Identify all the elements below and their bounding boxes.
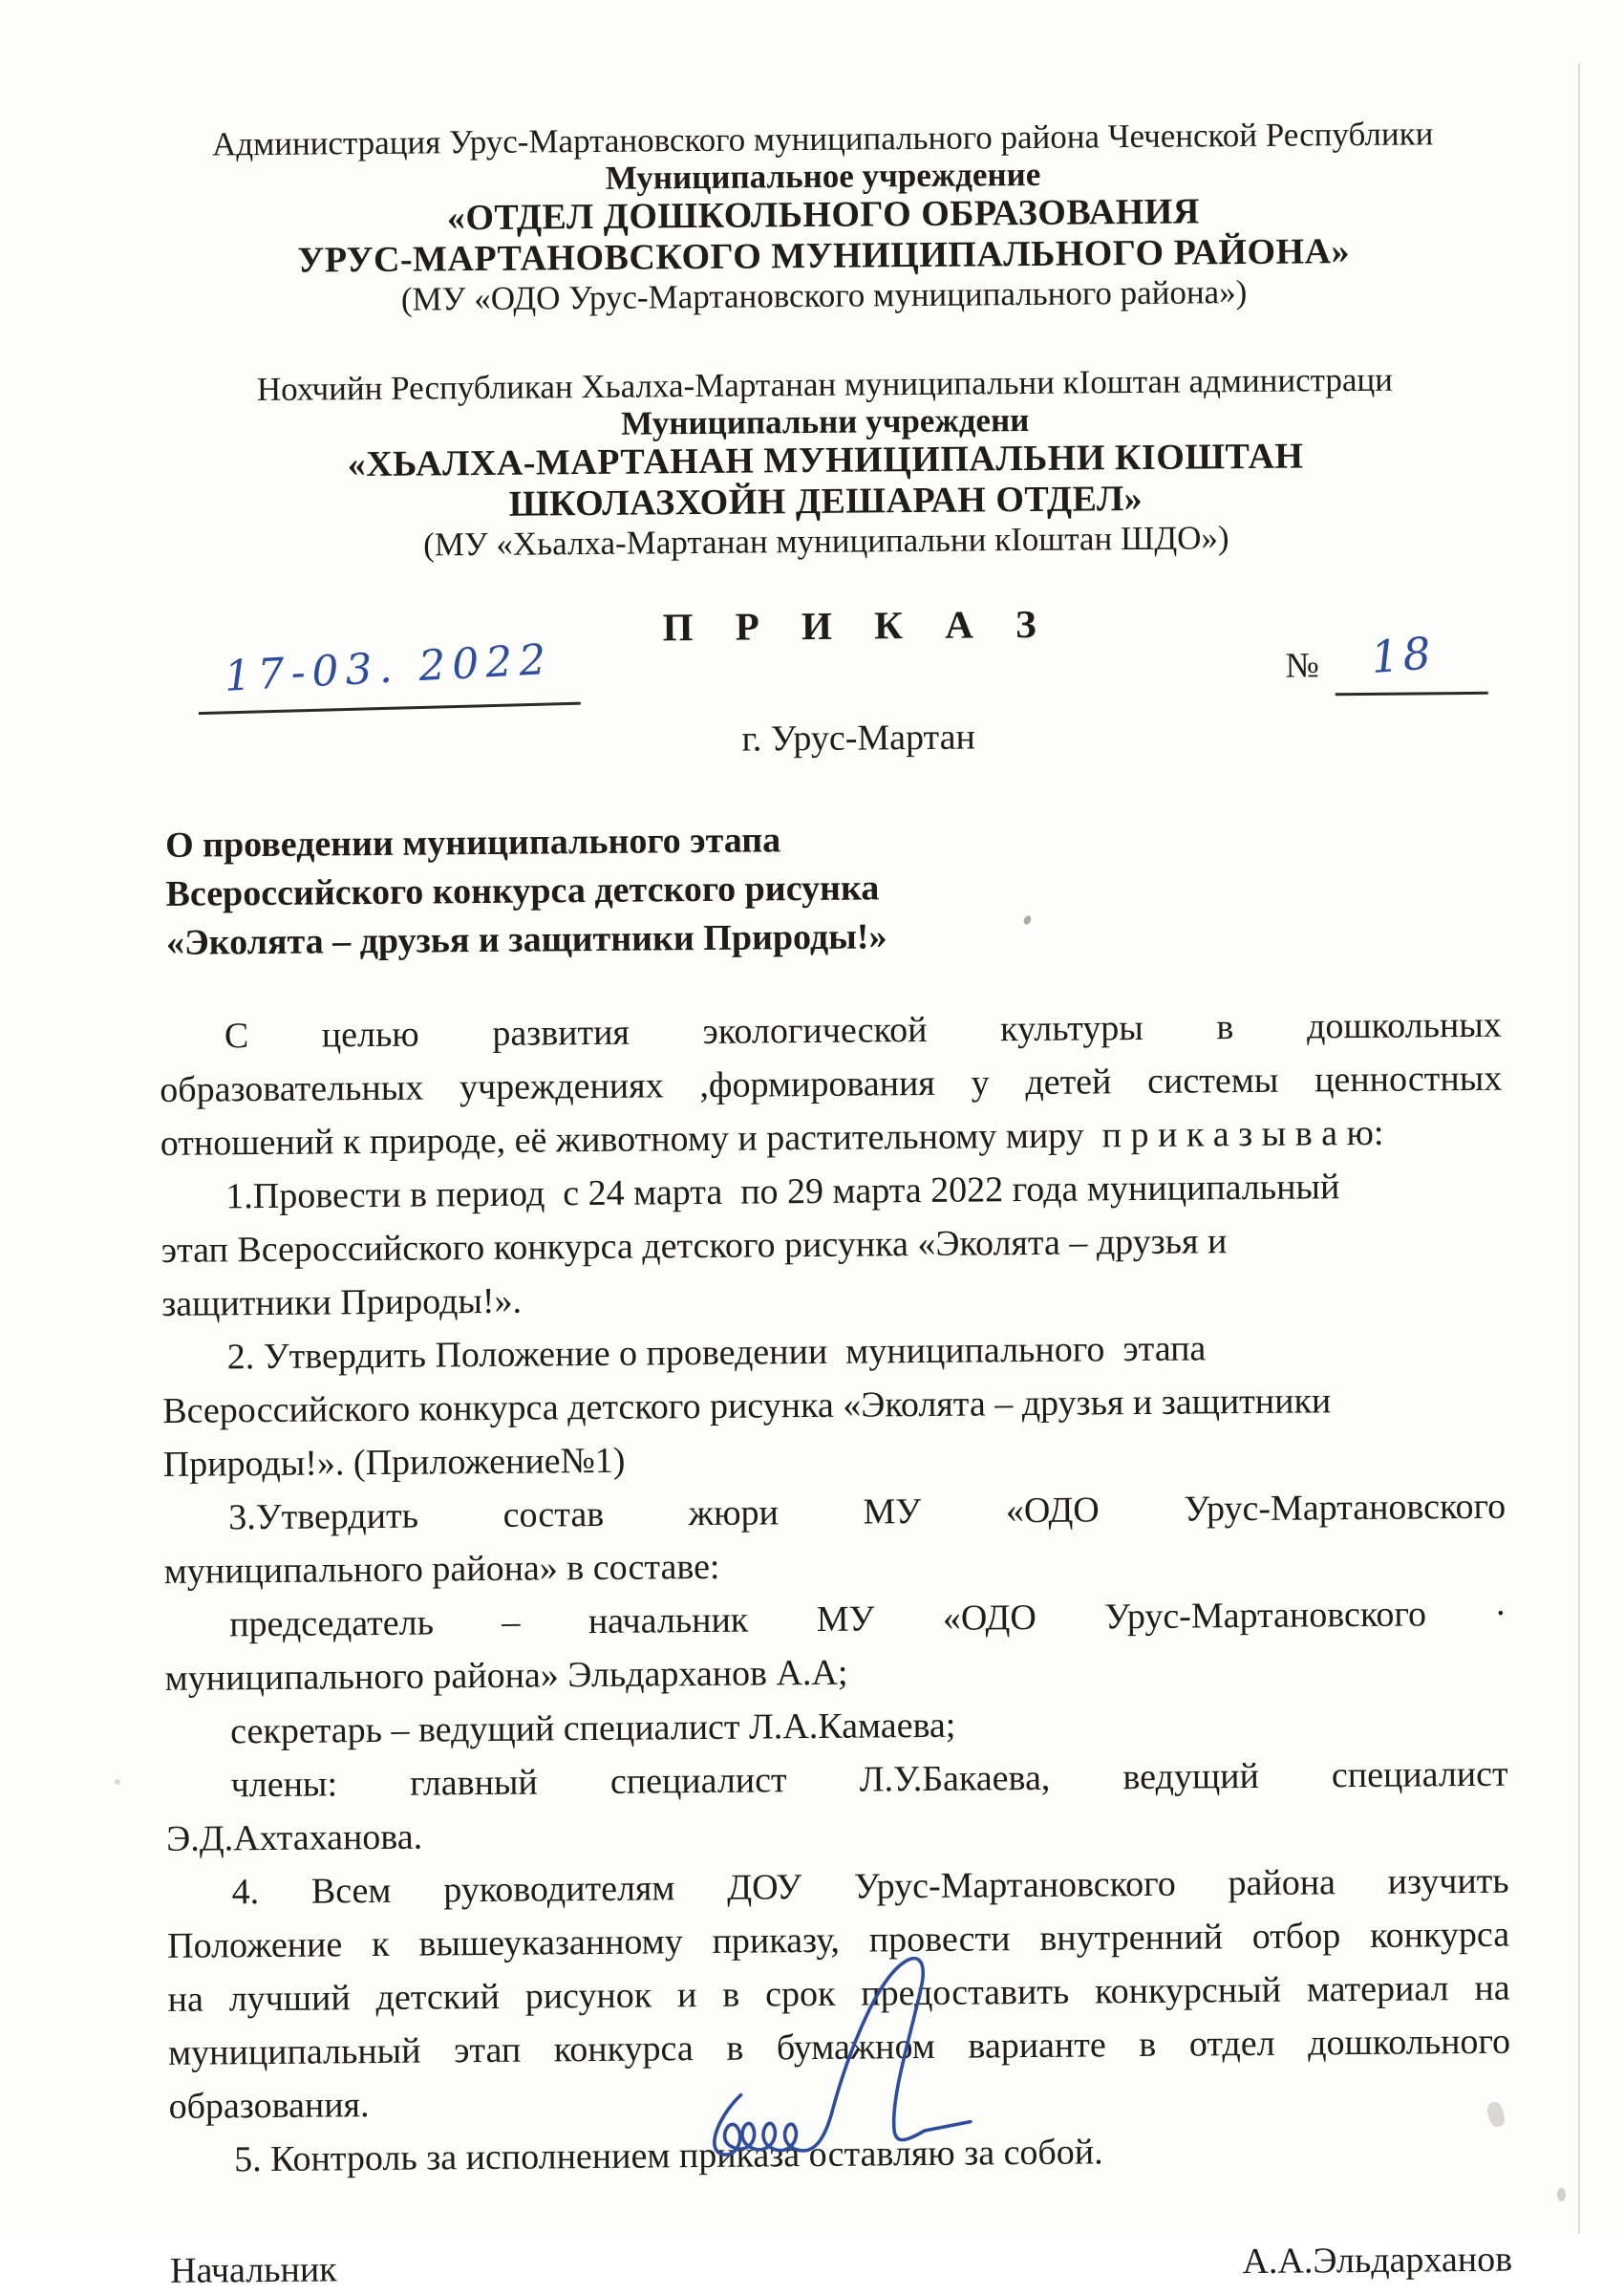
text-line: Природы!». (Приложение№1) bbox=[162, 1440, 626, 1485]
text-line: Всероссийского конкурса детского рисунка «Эколята – друзья и защитники bbox=[162, 1381, 1332, 1431]
order-date bbox=[202, 634, 574, 701]
letterhead-ru-line3: «ОТДЕЛ ДОШКОЛЬНОГО ОБРАЗОВАНИЯ bbox=[446, 191, 1201, 239]
number-sign: № bbox=[1285, 646, 1319, 686]
letterhead-ru-line5: (МУ «ОДО Урус-Мартановского муниципального района») bbox=[400, 272, 1248, 318]
letterhead-ru-line4: УРУС-МАРТАНОВСКОГО МУНИЦИПАЛЬНОГО РАЙОНА» bbox=[297, 231, 1351, 281]
order-title: П Р И К А З bbox=[662, 601, 1053, 650]
subject-line2: Всероссийского конкурса детского рисунка bbox=[165, 868, 880, 914]
signer-position: Начальник bbox=[169, 2249, 337, 2291]
text-line: образовательных учреждениях ,формирования у детей системы ценностных bbox=[160, 1058, 1503, 1110]
letterhead-che-line5: (МУ «Хьалха-Мартанан муниципальни кІоштан ШДО») bbox=[422, 519, 1229, 564]
subject-line1: О проведении муниципального этапа bbox=[164, 820, 781, 866]
number-underline bbox=[1336, 692, 1488, 696]
text-line: защитники Природы!». bbox=[161, 1280, 523, 1324]
signer-name: А.А.Эльдарханов bbox=[1242, 2239, 1513, 2283]
text-line: муниципального района» в составе: bbox=[163, 1546, 720, 1592]
order-number bbox=[1285, 627, 1488, 703]
order-paragraph bbox=[160, 1159, 1504, 1331]
letterhead-che-line4: ШКОЛАЗХОЙН ДЕШАРАН ОТДЕЛ» bbox=[508, 478, 1143, 525]
text-line: Э.Д.Ахтаханова. bbox=[165, 1816, 423, 1859]
signature-handwriting-icon bbox=[665, 1947, 1020, 2179]
order-paragraph bbox=[165, 1748, 1508, 1866]
order-paragraph bbox=[163, 1480, 1506, 1598]
text-line: образования. bbox=[168, 2085, 370, 2127]
text-line: отношений к природе, её животному и растительному миру п р и к а з ы в а ю: bbox=[160, 1112, 1384, 1164]
date-underline bbox=[199, 702, 581, 715]
letterhead-russian bbox=[152, 115, 1496, 320]
text-line: секретарь – ведущий специалист Л.А.Камаева; bbox=[230, 1705, 956, 1752]
text-line: муниципального района» Эльдарханов А.А; bbox=[164, 1652, 848, 1699]
letterhead-che-line3: «ХЬАЛХА-МАРТАНАН МУНИЦИПАЛЬНИ КІОШТАН bbox=[347, 436, 1304, 485]
letterhead-che-line1: Нохчийн Республикан Хьалха-Мартанан муниципальни кІоштан администраци bbox=[256, 360, 1394, 409]
text-line: этап Всероссийского конкурса детского рисунка «Эколята – друзья и bbox=[160, 1221, 1228, 1271]
scan-edge-line bbox=[1578, 63, 1580, 2234]
order-paragraph bbox=[160, 998, 1503, 1170]
letterhead-chechen bbox=[154, 360, 1498, 566]
text-line: 5. Контроль за исполнением приказа оставляю за собой. bbox=[233, 2132, 1103, 2180]
order-paragraph bbox=[162, 1319, 1506, 1491]
text-line: Положение к вышеуказанному приказу, провести внутренний отбор конкурса bbox=[166, 1914, 1510, 1966]
text-line: 2. Утвердить Положение о проведении муниципального этапа bbox=[226, 1328, 1207, 1378]
scan-speck bbox=[1557, 2188, 1566, 2201]
order-city: г. Урус-Мартан bbox=[741, 717, 975, 760]
subject-line3: «Эколята – друзья и защитники Природы!» bbox=[165, 916, 887, 963]
text-line: 4. Всем руководителям ДОУ Урус-Мартановского района изучить bbox=[231, 1860, 1509, 1913]
letterhead-ru-line2: Муниципальное учреждение bbox=[605, 155, 1041, 197]
text-line: 1.Провести в период с 24 марта по 29 марта 2022 года муниципальный bbox=[225, 1167, 1340, 1217]
signature-row bbox=[170, 2237, 1512, 2294]
letterhead-che-line2: Муниципальни учреждени bbox=[621, 400, 1030, 442]
text-line: члены: главный специалист Л.У.Бакаева, ведущий специалист bbox=[230, 1753, 1508, 1806]
letterhead-ru-line1: Администрация Урус-Мартановского муниципального района Чеченской Республики bbox=[211, 115, 1434, 163]
text-line: С целью развития экологической культуры в дошкольных bbox=[224, 1004, 1502, 1057]
date-number-row bbox=[156, 627, 1499, 720]
text-line: на лучший детский рисунок и в срок предоставить конкурсный материал на bbox=[167, 1967, 1510, 2020]
scan-speck bbox=[115, 1779, 120, 1785]
text-line: 3.Утвердить состав жюри МУ «ОДО Урус-Мартановского bbox=[228, 1486, 1506, 1538]
order-number-handwritten: 18 bbox=[1369, 627, 1437, 684]
order-paragraph bbox=[164, 1587, 1507, 1705]
order-date-handwritten: 17-03. 2022 bbox=[223, 634, 554, 701]
text-line: муниципальный этап конкурса в бумажном варианте в отдел дошкольного bbox=[167, 2021, 1511, 2073]
order-subject bbox=[158, 810, 1501, 968]
text-line: председатель – начальник МУ «ОДО Урус-Мартановского · bbox=[229, 1593, 1507, 1645]
